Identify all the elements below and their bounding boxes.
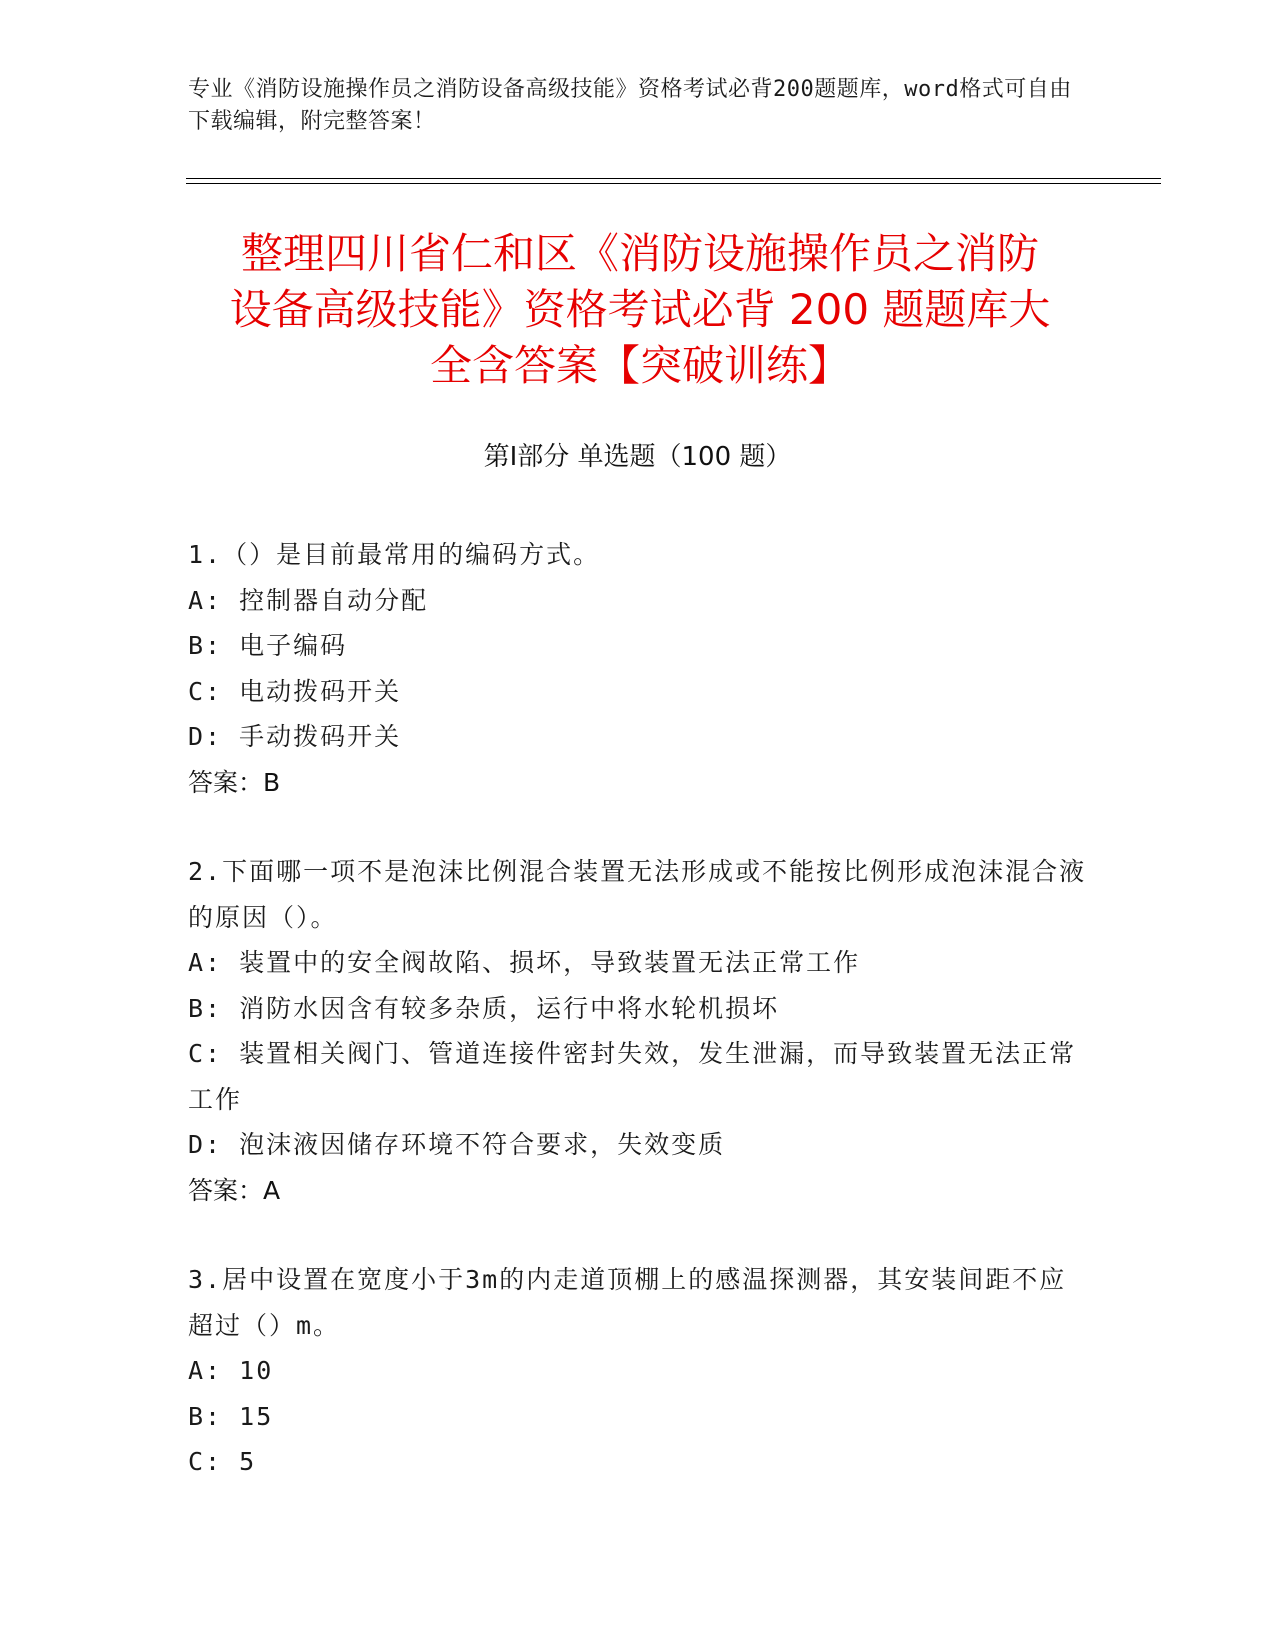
- title-line: 设备高级技能》资格考试必背 200 题题库大: [229, 285, 1051, 334]
- header-note: 专业《消防设施操作员之消防设备高级技能》资格考试必背200题题库，word格式可自由下载编辑，附完整答案！: [188, 77, 1072, 134]
- option-c: C: 电动拨码开关: [188, 676, 402, 706]
- option-b: B: 消防水因含有较多杂质，运行中将水轮机损坏: [188, 993, 780, 1023]
- option-b: B: 电子编码: [188, 631, 348, 660]
- option-b: B: 15: [188, 1401, 274, 1431]
- question-1: [188, 532, 1088, 805]
- question-stem: 1.（）是目前最常用的编码方式。: [188, 540, 601, 569]
- header-divider-top: [186, 178, 1161, 179]
- option-d: D: 手动拨码开关: [188, 722, 402, 751]
- option-d: D: 泡沫液因储存环境不符合要求，失效变质: [188, 1130, 726, 1159]
- question-stem: 2.下面哪一项不是泡沫比例混合装置无法形成或不能按比例形成泡沫混合液的原因（）。: [188, 857, 1087, 932]
- question-stem: 3.居中设置在宽度小于3m的内走道顶棚上的感温探测器，其安装间距不应超过（）m。: [188, 1265, 1067, 1340]
- question-list: [188, 532, 1088, 1529]
- option-c: C: 5: [188, 1447, 257, 1476]
- option-a: A: 10: [188, 1356, 274, 1385]
- document-title: [195, 226, 1085, 394]
- answer: 答案：A: [188, 1175, 281, 1205]
- option-a: A: 装置中的安全阀故陷、损坏，导致装置无法正常工作: [188, 948, 861, 977]
- answer: 答案：B: [188, 767, 281, 797]
- section-title: 第Ⅰ部分 单选题（100 题）: [483, 442, 792, 472]
- title-line: 整理四川省仁和区《消防设施操作员之消防: [240, 229, 1039, 278]
- title-line: 全含答案【突破训练】: [429, 341, 850, 390]
- question-2: [188, 849, 1088, 1213]
- option-c: C: 装置相关阀门、管道连接件密封失效，发生泄漏，而导致装置无法正常工作: [188, 1039, 1077, 1114]
- header-divider-bottom: [186, 183, 1161, 184]
- question-3: [188, 1257, 1088, 1485]
- option-a: A: 控制器自动分配: [188, 585, 429, 615]
